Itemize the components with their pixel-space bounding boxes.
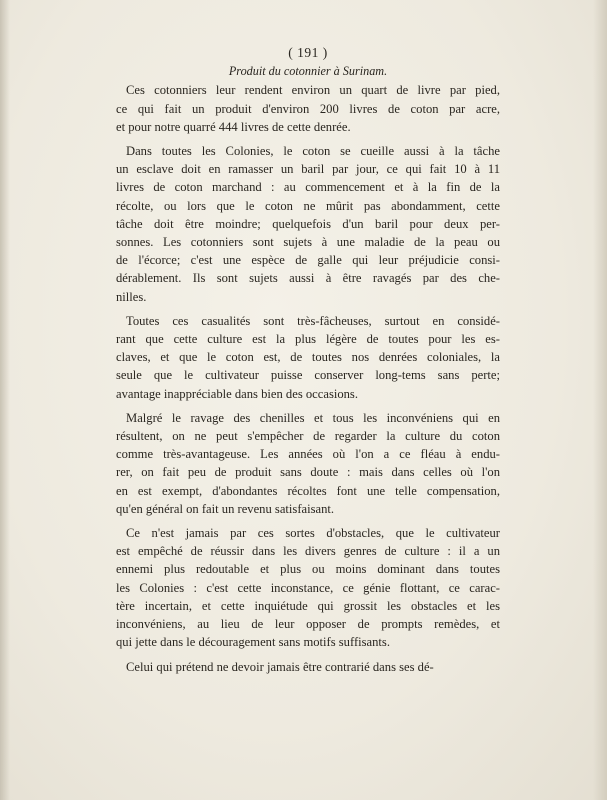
text-line: avantage inappréciable dans bien des occasions. bbox=[116, 386, 358, 401]
text-line: livres de coton marchand : au commencement et à la fin de la bbox=[116, 180, 500, 195]
text-line: Ces cotonniers leur rendent environ un quart de livre par pied, bbox=[126, 83, 500, 98]
text-line: tère incertain, et cette inquiétude qui grossit les obstacles et les bbox=[116, 598, 500, 613]
text-line: Celui qui prétend ne devoir jamais être contrarié dans ses dé- bbox=[126, 659, 434, 674]
text-line: dérablement. Ils sont sujets aussi à être ravagés par des che- bbox=[116, 271, 500, 286]
text-line: est empêché de réussir dans les divers genres de culture : il a un bbox=[116, 544, 500, 559]
body-text bbox=[116, 81, 500, 675]
text-line: Malgré le ravage des chenilles et tous les inconvéniens qui en bbox=[126, 410, 500, 425]
paragraph bbox=[116, 658, 500, 676]
text-line: les Colonies : c'est cette inconstance, ce génie flottant, ce carac- bbox=[116, 580, 500, 595]
text-line: claves, et que le coton est, de toutes nos denrées coloniales, la bbox=[116, 350, 500, 365]
text-block bbox=[116, 44, 500, 682]
text-line: résultent, on ne peut s'empêcher de regarder la culture du coton bbox=[116, 429, 500, 444]
text-line: nilles. bbox=[116, 289, 147, 304]
text-line: de l'écorce; c'est une espèce de galle qui leur préjudicie consi- bbox=[116, 253, 500, 268]
text-line: ce qui fait un produit d'environ 200 livres de coton par acre, bbox=[116, 101, 500, 116]
text-line: seule que le cultivateur puisse conserver long-tems sans perte; bbox=[116, 368, 500, 383]
page-number: ( 191 ) bbox=[288, 45, 328, 60]
paragraph bbox=[116, 312, 500, 403]
text-line: Toutes ces casualités sont très-fâcheuses, surtout en considé- bbox=[126, 313, 500, 328]
text-line: comme très-avantageuse. Les années où l'on a ce fléau à endu- bbox=[116, 447, 500, 462]
text-line: en est exempt, d'abondantes récoltes font une telle compensation, bbox=[116, 483, 500, 498]
text-line: un esclave doit en ramasser un baril par jour, ce qui fait 10 à 11 bbox=[116, 162, 500, 177]
text-line: et pour notre quarré 444 livres de cette denrée. bbox=[116, 119, 351, 134]
paragraph bbox=[116, 409, 500, 518]
paragraph bbox=[116, 81, 500, 136]
text-line: Dans toutes les Colonies, le coton se cueille aussi à la tâche bbox=[126, 144, 500, 159]
text-line: ennemi plus redoutable et plus ou moins dominant dans toutes bbox=[116, 562, 500, 577]
text-line: rant que cette culture est la plus légère de toutes pour les es- bbox=[116, 332, 500, 347]
text-line: inconvéniens, au lieu de leur opposer de prompts remèdes, et bbox=[116, 617, 500, 632]
text-line: tâche doit être moindre; quelquefois d'un baril pour deux per- bbox=[116, 216, 500, 231]
paragraph bbox=[116, 524, 500, 651]
text-line: rer, on fait peu de produit sans doute : mais dans celles où l'on bbox=[116, 465, 500, 480]
text-line: qui jette dans le découragement sans motifs suffisants. bbox=[116, 635, 390, 650]
running-title: Produit du cotonnier à Surinam. bbox=[228, 64, 388, 79]
text-line: qu'en général on fait un revenu satisfaisant. bbox=[116, 501, 335, 516]
text-line: sonnes. Les cotonniers sont sujets à une maladie de la peau ou bbox=[116, 235, 500, 250]
text-line: Ce n'est jamais par ces sortes d'obstacles, que le cultivateur bbox=[126, 526, 500, 541]
paragraph bbox=[116, 142, 500, 306]
text-line: récolte, ou lors que le coton ne mûrit pas abondamment, cette bbox=[116, 198, 500, 213]
